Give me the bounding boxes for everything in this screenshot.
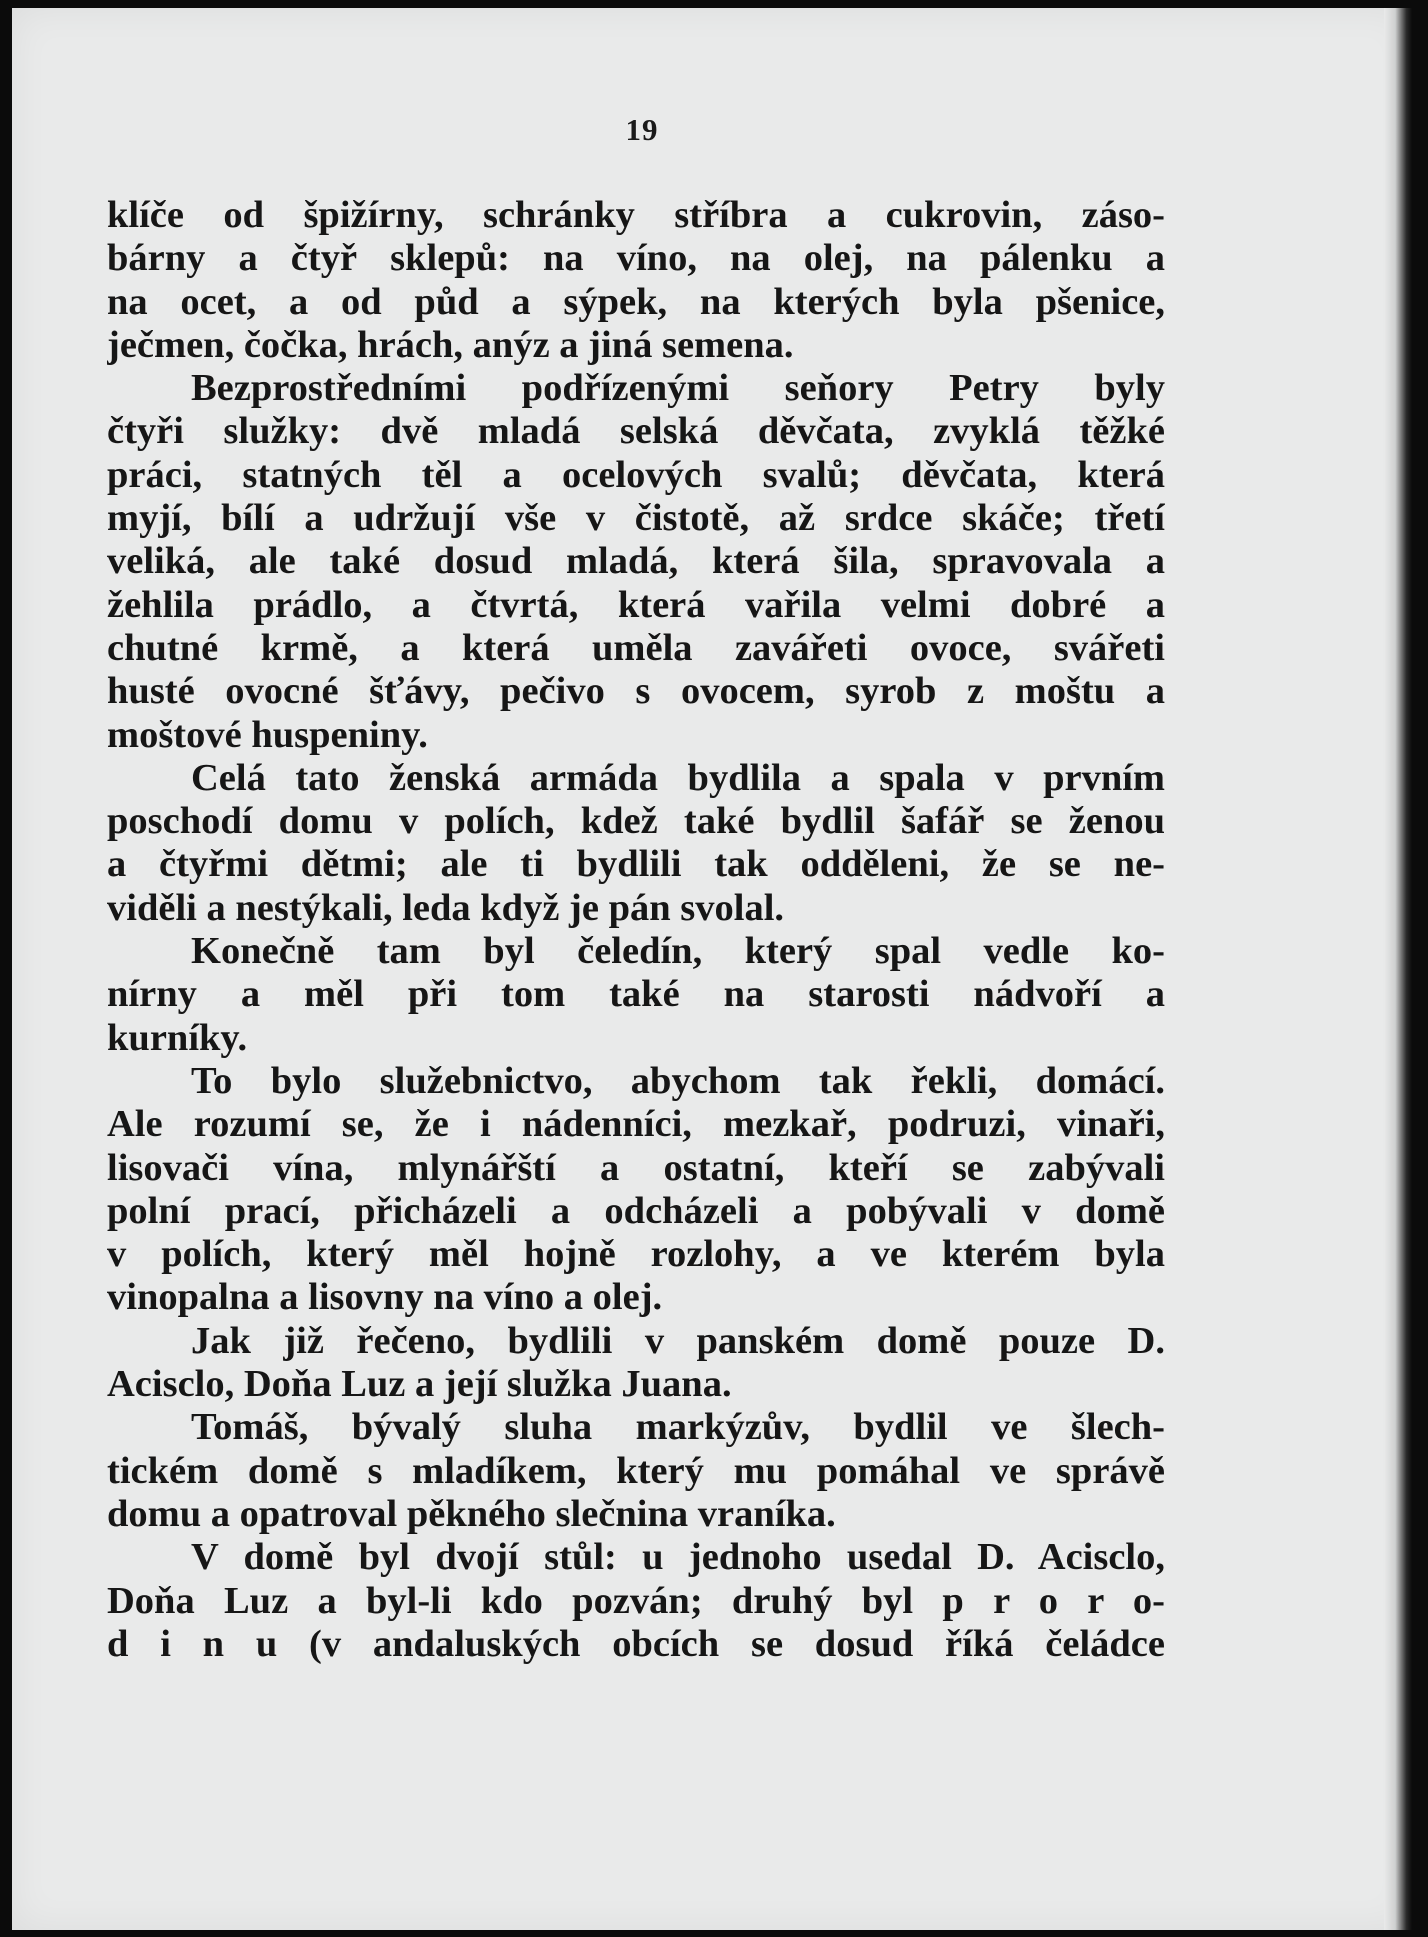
text-line: To bylo služebnictvo, abychom tak řekli, domácí. [191,1059,1165,1102]
text-line: lisovači vína, mlynářští a ostatní, kteří se zabývali [107,1146,1165,1189]
text-line: Ale rozumí se, že i nádenníci, mezkař, podruzi, vinaři, [107,1103,1165,1146]
text-line: V domě byl dvojí stůl: u jednoho usedal D. Acisclo, [191,1536,1165,1579]
text-line: čtyři služky: dvě mladá selská děvčata, zvyklá těžké [107,410,1165,453]
text-line: vinopalna a lisovny na víno a olej. [107,1276,663,1319]
page-edge-shadow [1384,8,1412,1930]
text-line: klíče od špižírny, schránky stříbra a cukrovin, záso- [107,194,1165,236]
text-line: moštové huspeniny. [107,713,428,756]
text-line: polní prací, přicházeli a odcházeli a pobývali v domě [107,1189,1165,1232]
text-line: ječmen, čočka, hrách, anýz a jiná semena. [107,323,794,366]
text-line: Celá tato ženská armáda bydlila a spala v prvním [191,756,1165,799]
text-line: myjí, bílí a udržují vše v čistotě, až srdce skáče; třetí [107,497,1165,540]
page-number: 19 [625,112,659,147]
text-line: kurníky. [107,1016,248,1059]
text-line: v polích, který měl hojně rozlohy, a ve kterém byla [107,1233,1165,1276]
text-line: chutné krmě, a která uměla zavářeti ovoce, svářeti [107,626,1165,669]
text-line: Jak již řečeno, bydlili v panském domě pouze D. [191,1319,1165,1362]
text-line: Acisclo, Doňa Luz a její služka Juana. [107,1363,732,1406]
text-line: na ocet, a od půd a sýpek, na kterých byla pšenice, [107,280,1165,323]
text-line: d i n u (v andaluských obcích se dosud říká čeládce [107,1622,1165,1665]
text-line: viděli a nestýkali, leda když je pán svolal. [107,886,785,929]
text-line: žehlila prádlo, a čtvrtá, která vařila velmi dobré a [107,583,1165,626]
book-page [12,8,1412,1930]
text-line: Tomáš, bývalý sluha markýzův, bydlil ve šlech- [191,1406,1165,1449]
text-line: poschodí domu v polích, kdež také bydlil šafář se ženou [107,800,1165,843]
body-text [107,194,1165,1666]
text-line: Doňa Luz a byl-li kdo pozván; druhý byl p r o r o- [107,1579,1165,1622]
text-line: nírny a měl při tom také na starosti nádvoří a [107,973,1165,1016]
text-line: tickém domě s mladíkem, který mu pomáhal ve správě [107,1449,1165,1492]
text-line: domu a opatroval pěkného slečnina vraníka. [107,1492,836,1535]
text-line: Bezprostředními podřízenými seňory Petry byly [191,367,1165,410]
text-line: bárny a čtyř sklepů: na víno, na olej, na pálenku a [107,237,1165,280]
text-line: a čtyřmi dětmi; ale ti bydlili tak odděleni, že se ne- [107,843,1165,886]
text-line: veliká, ale také dosud mladá, která šila, spravovala a [107,540,1165,583]
text-line: husté ovocné šťávy, pečivo s ovocem, syrob z moštu a [107,670,1165,713]
text-line: Konečně tam byl čeledín, který spal vedle ko- [191,930,1165,973]
text-line: práci, statných těl a ocelových svalů; děvčata, která [107,453,1165,496]
